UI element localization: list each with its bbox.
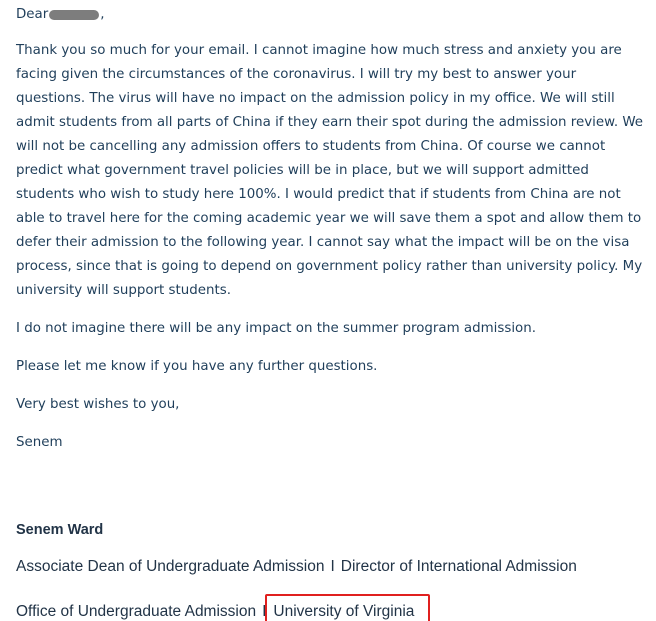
signature-title-2: Director of International Admission <box>340 558 577 575</box>
signature-separator-2: I <box>262 603 267 620</box>
salutation-suffix: , <box>100 7 105 22</box>
salutation <box>16 3 646 27</box>
signature-university: University of Virginia <box>273 603 415 620</box>
signature-office: Office of Undergraduate Admission <box>16 603 257 620</box>
salutation-prefix: Dear <box>16 7 49 22</box>
paragraph-questions: Please let me know if you have any further questions. <box>16 359 378 374</box>
university-highlight-box <box>265 594 430 621</box>
closing: Very best wishes to you, <box>16 397 180 412</box>
paragraph-summer: I do not imagine there will be any impact on the summer program admission. <box>16 321 536 336</box>
email-body <box>16 3 646 469</box>
signature-titles <box>16 556 577 578</box>
paragraph-main: Thank you so much for your email. I cannot imagine how much stress and anxiety you are facing given the circumstances of the coronavirus. I will try my best to answer your questions. The virus will have no impact on the admission policy in my office. We will still admit students from all parts of China if they earn their spot during the admission review. We will not be cancelling any admission offers to students from China. Of course we cannot predict what government travel policies will be in place, but we will support admitted students who wish to study here 100%. I would predict that if students from China are not able to travel here for the coming academic year we will save them a spot and allow them to defer their admission to the following year. I cannot say what the impact will be on the visa process, since that is going to depend on government policy rather than university policy. My university will support students. <box>16 43 644 298</box>
signature-block <box>16 519 577 621</box>
signature-title-1: Associate Dean of Undergraduate Admission <box>16 558 325 575</box>
signature-separator: I <box>330 558 335 575</box>
signature-office-line <box>16 594 577 621</box>
signature-name: Senem Ward <box>16 522 104 538</box>
redacted-name <box>49 10 99 20</box>
sender-first-name: Senem <box>16 435 63 450</box>
